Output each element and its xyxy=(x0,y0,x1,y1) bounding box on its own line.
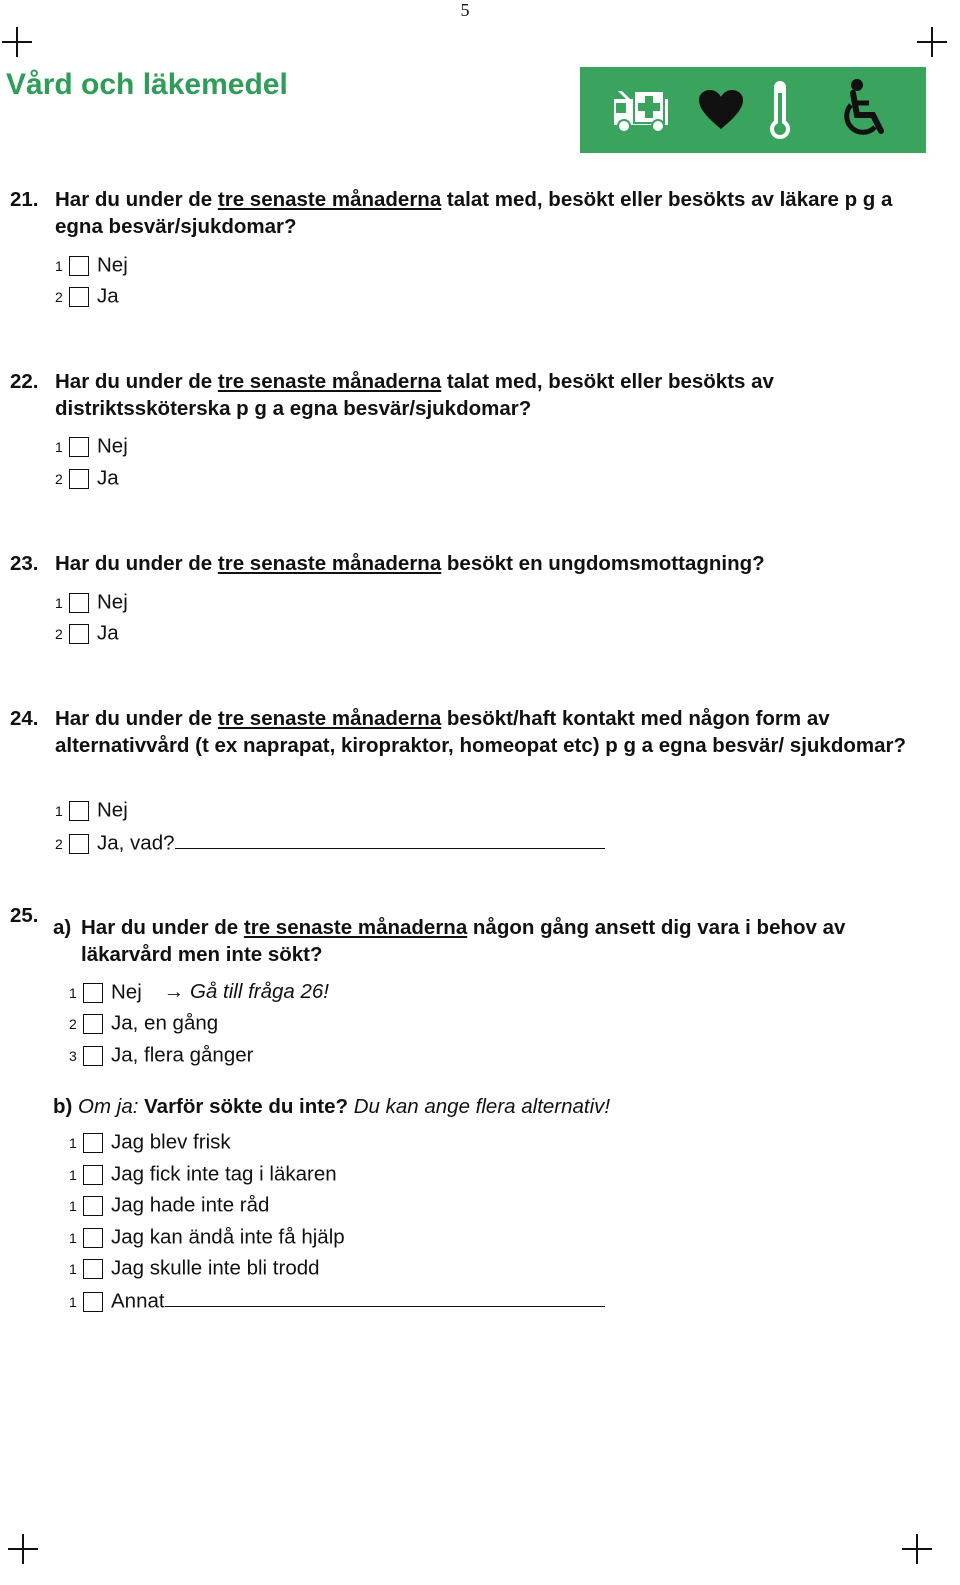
section-banner xyxy=(580,67,926,153)
question-number: 24. xyxy=(10,707,39,730)
checkbox[interactable] xyxy=(83,1292,103,1312)
checkbox[interactable] xyxy=(69,801,89,821)
emphasis-underline: tre senaste månaderna xyxy=(217,707,442,730)
emphasis-underline: tre senaste månaderna xyxy=(217,188,442,211)
q22-option-nej[interactable]: 1 Nej xyxy=(55,434,128,458)
q23-option-nej[interactable]: 1 Nej xyxy=(55,590,128,614)
question-text: Har du under de tre senaste månaderna besökt en ungdomsmottagning? xyxy=(55,552,765,575)
q25a-option-ja-en-gang[interactable]: 2 Ja, en gång xyxy=(69,1011,219,1035)
q23-option-ja[interactable]: 2 Ja xyxy=(55,621,119,645)
checkbox[interactable] xyxy=(69,624,89,644)
question-text: Har du under de tre senaste månaderna någon gång ansett dig vara i behov av läkarvård men inte sökt? xyxy=(81,916,846,966)
checkbox[interactable] xyxy=(69,593,89,613)
q25b-option-inte-rad[interactable]: 1 Jag hade inte råd xyxy=(69,1193,270,1217)
emphasis-underline: tre senaste månaderna xyxy=(217,552,442,575)
arrow-right-icon: → xyxy=(163,980,190,1003)
checkbox[interactable] xyxy=(83,1133,103,1153)
free-text-line[interactable] xyxy=(175,830,605,849)
emphasis-underline: tre senaste månaderna xyxy=(217,370,442,393)
page-number: 5 xyxy=(460,0,470,20)
wheelchair-icon xyxy=(835,77,891,143)
checkbox[interactable] xyxy=(83,983,103,1003)
checkbox[interactable] xyxy=(83,1165,103,1185)
question-25b: b) Om ja: Varför sökte du inte? Du kan ange flera alternativ! xyxy=(53,1095,611,1118)
section-title: Vård och läkemedel xyxy=(6,68,288,101)
checkbox[interactable] xyxy=(69,469,89,489)
question-number: 21. xyxy=(10,188,39,211)
q25a-option-ja-flera[interactable]: 3 Ja, flera gånger xyxy=(69,1043,254,1067)
question-text: Har du under de tre senaste månaderna besökt/haft kontakt med någon form av alternativvård (t ex naprapat, kiropraktor, homeopat etc) p g a egna besvär/ sjukdomar? xyxy=(55,707,907,757)
q21-option-ja[interactable]: 2 Ja xyxy=(55,284,119,308)
q25b-option-inte-bli-trodd[interactable]: 1 Jag skulle inte bli trodd xyxy=(69,1256,320,1280)
checkbox[interactable] xyxy=(83,1259,103,1279)
question-text: Har du under de tre senaste månaderna talat med, besökt eller besökts av läkare p g a egna besvär/sjukdomar? xyxy=(55,188,893,238)
checkbox[interactable] xyxy=(69,437,89,457)
crop-mark-bottom-left xyxy=(8,1534,38,1564)
checkbox[interactable] xyxy=(83,1228,103,1248)
emphasis-underline: tre senaste månaderna xyxy=(243,916,468,939)
skip-instruction: → Gå till fråga 26! xyxy=(163,980,329,1003)
q25b-option-blev-frisk[interactable]: 1 Jag blev frisk xyxy=(69,1130,231,1154)
q25b-option-fick-inte-tag[interactable]: 1 Jag fick inte tag i läkaren xyxy=(69,1162,337,1186)
heart-icon xyxy=(698,89,744,131)
q25a-option-nej[interactable]: 1 Nej → Gå till fråga 26! xyxy=(69,980,329,1004)
checkbox[interactable] xyxy=(83,1046,103,1066)
crop-mark-bottom-right xyxy=(902,1534,932,1564)
q25b-option-inte-fa-hjalp[interactable]: 1 Jag kan ändå inte få hjälp xyxy=(69,1225,345,1249)
question-number-25: 25. xyxy=(10,904,39,927)
q25b-option-annat[interactable]: 1 Annat xyxy=(69,1288,605,1312)
free-text-line[interactable] xyxy=(165,1288,605,1307)
checkbox[interactable] xyxy=(69,287,89,307)
checkbox[interactable] xyxy=(83,1196,103,1216)
question-number: 22. xyxy=(10,370,39,393)
checkbox[interactable] xyxy=(69,834,89,854)
crop-mark-top-left xyxy=(2,27,32,57)
question-text: Har du under de tre senaste månaderna talat med, besökt eller besökts av distriktssköterska p g a egna besvär/sjukdomar? xyxy=(55,370,774,420)
q22-option-ja[interactable]: 2 Ja xyxy=(55,466,119,490)
question-number: 23. xyxy=(10,552,39,575)
checkbox[interactable] xyxy=(69,256,89,276)
q24-option-nej[interactable]: 1 Nej xyxy=(55,798,128,822)
thermometer-icon xyxy=(765,79,795,141)
q24-option-ja-vad[interactable]: 2 Ja, vad? xyxy=(55,830,605,854)
crop-mark-top-right xyxy=(917,27,947,57)
q21-option-nej[interactable]: 1 Nej xyxy=(55,253,128,277)
checkbox[interactable] xyxy=(83,1014,103,1034)
ambulance-icon xyxy=(610,85,672,133)
